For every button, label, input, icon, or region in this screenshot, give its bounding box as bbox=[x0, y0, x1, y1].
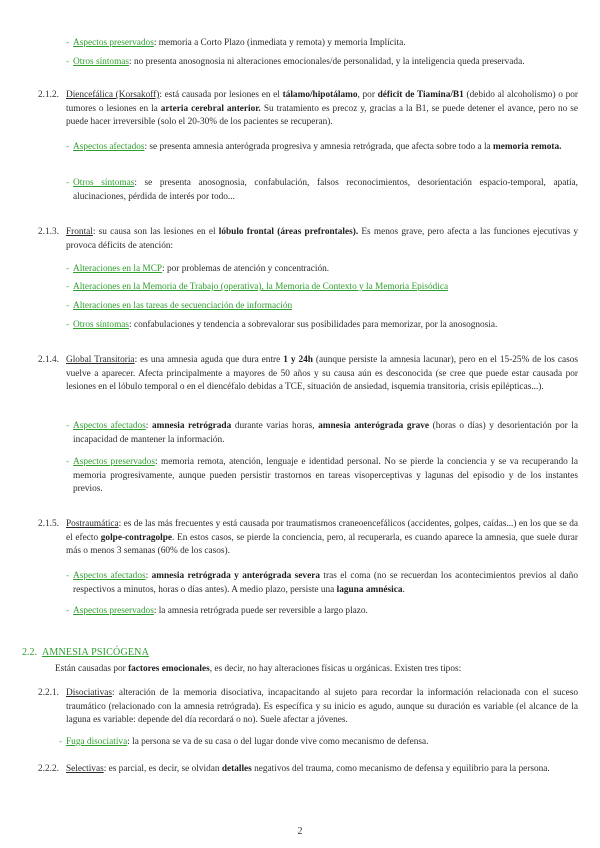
list-item: - Aspectos afectados: se presenta amnesia anterógrada progresiva y amnesia retrógrada, que afecta sobre todo a la memoria remota. bbox=[66, 141, 578, 155]
bullet-label: Fuga disociativa bbox=[66, 737, 128, 747]
section-2-2-2: 2.2.2. Selectivas: es parcial, es decir, se olvidan detalles negativos del trauma, como mecanismo de defensa y equilibrio para la persona. bbox=[66, 763, 578, 777]
bullet-label: Otros síntomas bbox=[73, 178, 135, 188]
section-title: Postraumática bbox=[66, 519, 119, 529]
bullet-label: Otros síntomas bbox=[73, 320, 130, 330]
section-2-2-1: 2.2.1. Disociativas: alteración de la memoria disociativa, incapacitando al sujeto para recordar la información relacionada con el suceso traumático (relacionado con la amnesia retrógrada). Es específica y su inicio es agudo, aunque su duración es variable (el alcance de la laguna es variable: depende del día recordará o no). Suele afectar a jóvenes. bbox=[38, 688, 578, 726]
list-item: - Otros síntomas: no presenta anosognosia ni alteraciones emocionales/de personalidad, y la inteligencia queda preservada. bbox=[66, 56, 578, 70]
list-item: - Aspectos afectados: amnesia retrógrada y anterógrada severa tras el coma (no se recuerdan los acontecimientos previos al daño respectivos a minutos, horas o días antes). A medio plazo, persiste una laguna amnésica. bbox=[66, 570, 578, 597]
list-item: - Aspectos afectados: amnesia retrógrada durante varias horas, amnesia anterógrada grave (horas o días) y desorientación por la incapacidad de mantener la información. bbox=[66, 420, 578, 447]
section-2-1-5: 2.1.5. Postraumática: es de las más frecuentes y está causada por traumatismos craneoencefálicos (accidentes, golpes, caídas...) en los que se da el efecto golpe-contragolpe. En estos casos, se pierde la conciencia, pero, al recuperarla, es cuando aparece la amnesia, que suele durar más o menos 3 semanas (60% de los casos). bbox=[38, 519, 578, 557]
section-2-1-3: 2.1.3. Frontal: su causa son las lesiones en el lóbulo frontal (áreas prefrontales). Es menos grave, pero afecta a las funciones ejecutivas y provoca déficits de atención: bbox=[38, 227, 578, 251]
bullet-label: Alteraciones en las tareas de secuenciación de información bbox=[73, 301, 293, 311]
page-number: 2 bbox=[297, 826, 303, 837]
section-title: Disociativas bbox=[66, 688, 112, 698]
bullet-label: Aspectos afectados bbox=[73, 142, 145, 152]
bullet-label: Aspectos preservados bbox=[73, 457, 155, 467]
section-number: 2.1.5. bbox=[38, 519, 59, 529]
section-number: 2.1.4. bbox=[38, 355, 59, 365]
list-item: - Fuga disociativa: la persona se va de su casa o del lugar donde vive como mecanismo de defensa. bbox=[59, 736, 578, 750]
bullet-label: Alteraciones en la MCP bbox=[73, 264, 163, 274]
section-number: 2.1.3. bbox=[38, 227, 59, 237]
bullet-label: Aspectos preservados bbox=[73, 606, 154, 616]
bullet-label: Alteraciones en la Memoria de Trabajo (operativa), la Memoria de Contexto y la Memoria Episódica bbox=[73, 282, 449, 292]
section-2-1-4: 2.1.4. Global Transitoria: es una amnesia aguda que dura entre 1 y 24h (aunque persiste la amnesia lacunar), pero en el 15-25% de los casos vuelve a aparecer. Afecta principalmente a mayores de 50 años y su causa aún es desconocida (se cree que puede estar causada por lesiones en el lóbulo temporal o en el diencéfalo debidas a TCE, situación de ansiedad, isquemia transitoria, crisis epilépticas...). bbox=[38, 355, 578, 393]
bullet-label: Aspectos afectados bbox=[73, 571, 146, 581]
list-item: - Aspectos preservados: memoria a Corto Plazo (inmediata y remota) y memoria Implícita. bbox=[66, 37, 578, 51]
list-item: - Otros síntomas: se presenta anosognosia, confabulación, falsos reconocimientos, desorientación espacio-temporal, apatía, alucinaciones, pérdida de interés por todo... bbox=[66, 177, 578, 204]
section-title: Frontal bbox=[66, 227, 93, 237]
section-title: Selectivas bbox=[66, 764, 104, 774]
list-item: - Alteraciones en la MCP: por problemas de atención y concentración. bbox=[66, 263, 578, 277]
list-item: - Otros síntomas: confabulaciones y tendencia a sobrevalorar sus posibilidades para memorizar, por la anosognosia. bbox=[66, 319, 578, 333]
section-number: 2.2. bbox=[22, 647, 37, 658]
section-2-1-2: 2.1.2. Diencefálica (Korsakoff): está causada por lesiones en el tálamo/hipotálamo, por déficit de Tiamina/B1 (debido al alcoholismo) o por tumores o lesiones en la arteria cerebral anterior. Su tratamiento es precoz y, gracias a la B1, se puede detener el avance, pero no se puede hacer irreversible (solo el 20-30% de los pacientes se recuperan). bbox=[38, 90, 578, 128]
bullet-label-otros-sintomas: Otros síntomas bbox=[73, 57, 130, 67]
section-number: 2.2.1. bbox=[38, 688, 59, 698]
section-number: 2.1.2. bbox=[38, 90, 59, 100]
bullet-label-aspectos-preservados: Aspectos preservados bbox=[73, 38, 154, 48]
bullet-label: Aspectos afectados bbox=[73, 421, 146, 431]
section-title: AMNESIA PSICÓGENA bbox=[42, 647, 150, 658]
section-title: Diencefálica (Korsakoff) bbox=[66, 90, 160, 100]
section-intro: Están causadas por factores emocionales, es decir, no hay alteraciones físicas u orgánicas. Existen tres tipos: bbox=[55, 664, 462, 674]
section-number: 2.2.2. bbox=[38, 764, 59, 774]
list-item: - Aspectos preservados: memoria remota, atención, lenguaje e identidad personal. No se pierde la conciencia y se va recuperando la memoria progresivamente, aunque pueden persistir trastornos en tareas visoperceptivas y lagunas del episodio y de los instantes previos. bbox=[66, 456, 578, 497]
list-item bbox=[66, 300, 578, 314]
section-title: Global Transitoria bbox=[66, 355, 135, 365]
list-item bbox=[66, 281, 578, 295]
section-heading-2-2 bbox=[22, 647, 149, 658]
list-item: - Aspectos preservados: la amnesia retrógrada puede ser reversible a largo plazo. bbox=[66, 605, 578, 619]
